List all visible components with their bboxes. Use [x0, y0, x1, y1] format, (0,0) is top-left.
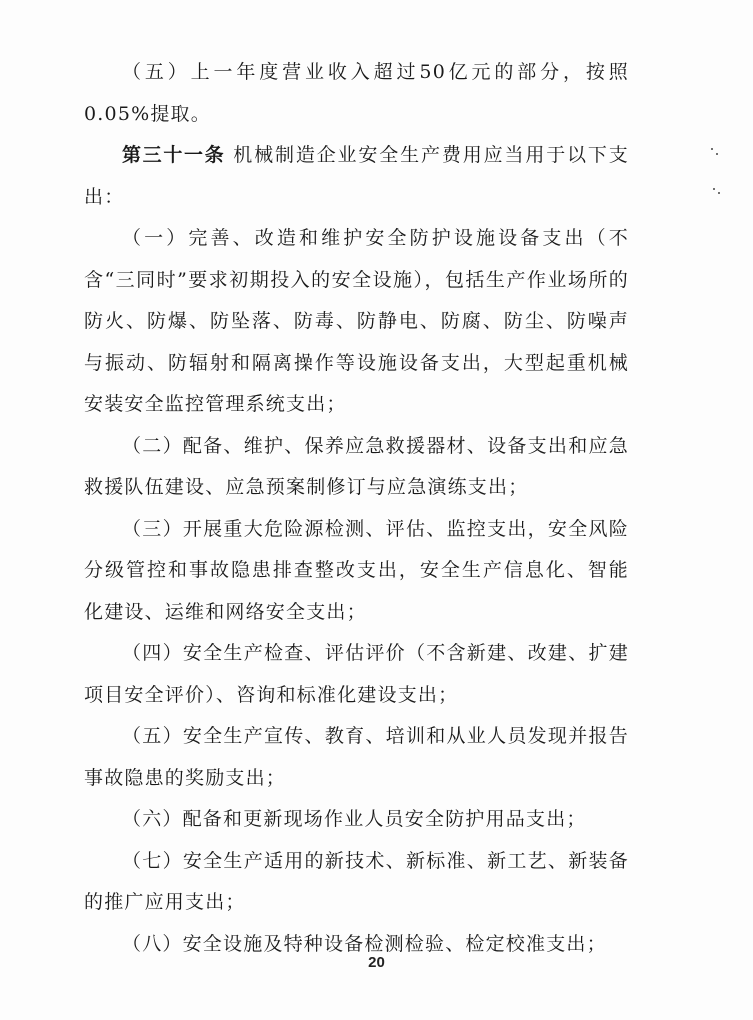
scan-speck [713, 188, 715, 190]
paragraph-item-3 [84, 509, 629, 634]
paragraph-item-5 [84, 716, 629, 799]
paragraph-text: （八）安全设施及特种设备检测检验、检定校准支出； [122, 932, 607, 955]
scan-speck [718, 192, 720, 194]
article-label: 第三十一条 [122, 144, 226, 166]
paragraph-text: （三）开展重大危险源检测、评估、监控支出，安全风险分级管控和事故隐患排查整改支出，安全生产信息化、智能化建设、运维和网络安全支出； [84, 517, 629, 623]
paragraph-text: （四）安全生产检查、评估评价（不含新建、改建、扩建项目安全评价）、咨询和标准化建设支出； [84, 642, 629, 706]
paragraph-item-6 [84, 799, 629, 841]
paragraph-text: （七）安全生产适用的新技术、新标准、新工艺、新装备的推广应用支出； [84, 849, 629, 913]
paragraph-item-2 [84, 426, 629, 509]
paragraph-text: （五）上一年度营业收入超过50亿元的部分，按照0.05%提取。 [84, 61, 629, 125]
paragraph-text: （五）安全生产宣传、教育、培训和从业人员发现并报告事故隐患的奖励支出； [84, 725, 629, 789]
paragraph-item-1 [84, 218, 629, 426]
paragraph-text: （一）完善、改造和维护安全防护设施设备支出（不含“三同时”要求初期投入的安全设施），包括生产作业场所的防火、防爆、防坠落、防毒、防静电、防腐、防尘、防噪声与振动、防辐射和隔离操作等设施设备支出，大型起重机械安装安全监控管理系统支出； [84, 227, 629, 415]
paragraph-item-4 [84, 633, 629, 716]
paragraph-item-7 [84, 841, 629, 924]
scan-speck [711, 148, 713, 150]
page-number: 20 [368, 954, 385, 971]
paragraph-text: （二）配备、维护、保养应急救援器材、设备支出和应急救援队伍建设、应急预案制修订与应急演练支出； [84, 434, 629, 498]
paragraph-text: 机械制造企业安全生产费用应当用于以下支出： [84, 144, 629, 208]
paragraph-income-over-5b [84, 52, 629, 135]
paragraph-article-31 [84, 135, 629, 218]
paragraph-text: （六）配备和更新现场作业人员安全防护用品支出； [122, 808, 587, 830]
document-body [84, 52, 629, 965]
scan-speck [716, 153, 718, 155]
